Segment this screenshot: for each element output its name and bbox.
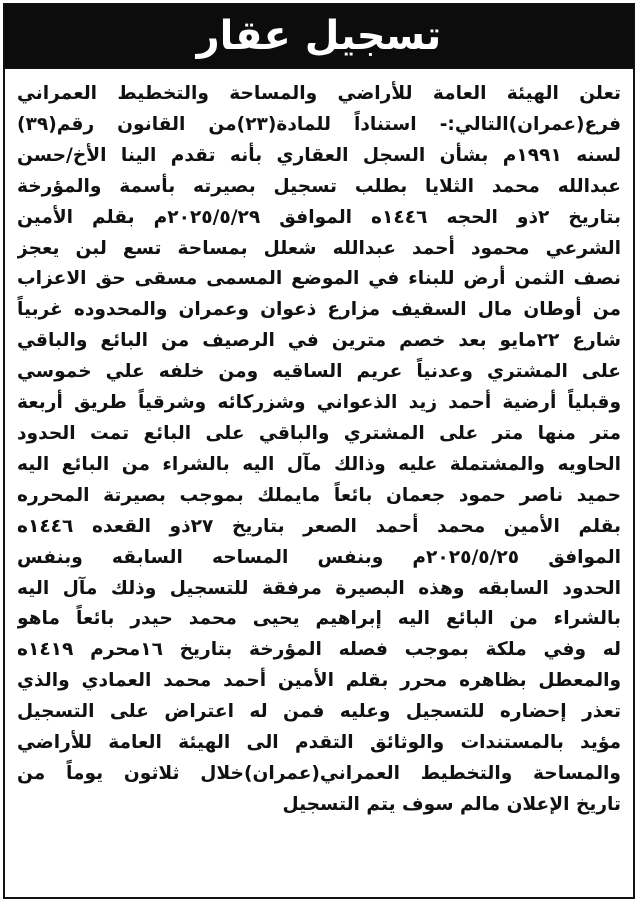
notice-body (5, 69, 633, 821)
notice-line: نصف الثمن أرض للبناء في الموضع المسمى مسقى حق الاعزاب (17, 268, 621, 290)
property-registration-notice (3, 3, 635, 899)
notice-line: بتاريخ ٢ذو الحجه ١٤٤٦ه الموافق ٢٠٢٥/٥/٢٩م بقلم الأمين (17, 206, 621, 228)
notice-line: على المشتري وعدنياً عريم الساقيه ومن خلفه علي خموسي (17, 361, 621, 383)
notice-line: الشرعي محمود أحمد عبدالله شعلل بمساحة تسع لبن يعجز (17, 237, 621, 259)
notice-line: بقلم الأمين محمد أحمد الصعر بتاريخ ٢٧ذو القعده ١٤٤٦ه (17, 515, 621, 537)
notice-line: الموافق ٢٠٢٥/٥/٢٥م وبنفس المساحه السابقه وبنفس (17, 546, 621, 568)
notice-line: بالشراء من البائع اليه إبراهيم يحيى محمد حيدر بائعاً ماهو (17, 608, 621, 630)
notice-line: الحدود السابقه وهذه البصيرة مرفقة للتسجيل وذلك مآل اليه (17, 577, 621, 599)
notice-header (5, 5, 633, 69)
notice-line: من أوطان مال السقيف مزارع ذعوان وعمران والمحدوده غربياً (17, 299, 621, 321)
notice-line: تعلن الهيئة العامة للأراضي والمساحة والتخطيط العمراني (17, 83, 621, 104)
notice-line: تاريخ الإعلان مالم سوف يتم التسجيل (282, 793, 621, 815)
notice-line: الحاويه والمشتملة عليه وذالك مآل اليه بالشراء من البائع اليه (17, 453, 621, 475)
notice-line: متر منها متر على المشتري والباقي على البائع تمت الحدود (17, 422, 621, 444)
notice-line: وقبلياً أرضية أحمد زيد الذعواني وشزركائه وشرقياً طريق أربعة (17, 392, 621, 414)
notice-line: والمعطل بظاهره محرر بقلم الأمين أحمد محمد العمادي والذي (17, 670, 621, 692)
notice-line: حميد ناصر حمود جعمان بائعاً مايملك بموجب بصيرتة المحرره (17, 484, 621, 506)
notice-line: له وفي ملكة بموجب فصله المؤرخة بتاريخ ١٦محرم ١٤١٩ه (17, 639, 621, 661)
notice-line: مؤيد بالمستندات والوثائق التقدم الى الهيئة العامة للأراضي (17, 732, 621, 754)
notice-line: فرع(عمران)التالي:- استناداً للمادة(٢٣)من القانون رقم(٣٩) (17, 113, 621, 135)
notice-title: تسجيل عقار (196, 13, 442, 59)
notice-line: والمساحة والتخطيط العمراني(عمران)خلال ثلاثون يوماً من (17, 762, 621, 784)
notice-line: عبدالله محمد الثلايا بطلب تسجيل بصيرته بأسمة والمؤرخة (17, 175, 621, 197)
notice-line: تعذر إحضاره للتسجيل وعليه فمن له اعتراض على التسجيل (17, 701, 621, 723)
notice-line: لسنه ١٩٩١م بشأن السجل العقاري بأنه تقدم الينا الأخ/حسن (17, 144, 621, 166)
notice-line: شارع ٢٢مايو بعد خصم مترين في الرصيف من البائع والباقي (17, 330, 621, 352)
